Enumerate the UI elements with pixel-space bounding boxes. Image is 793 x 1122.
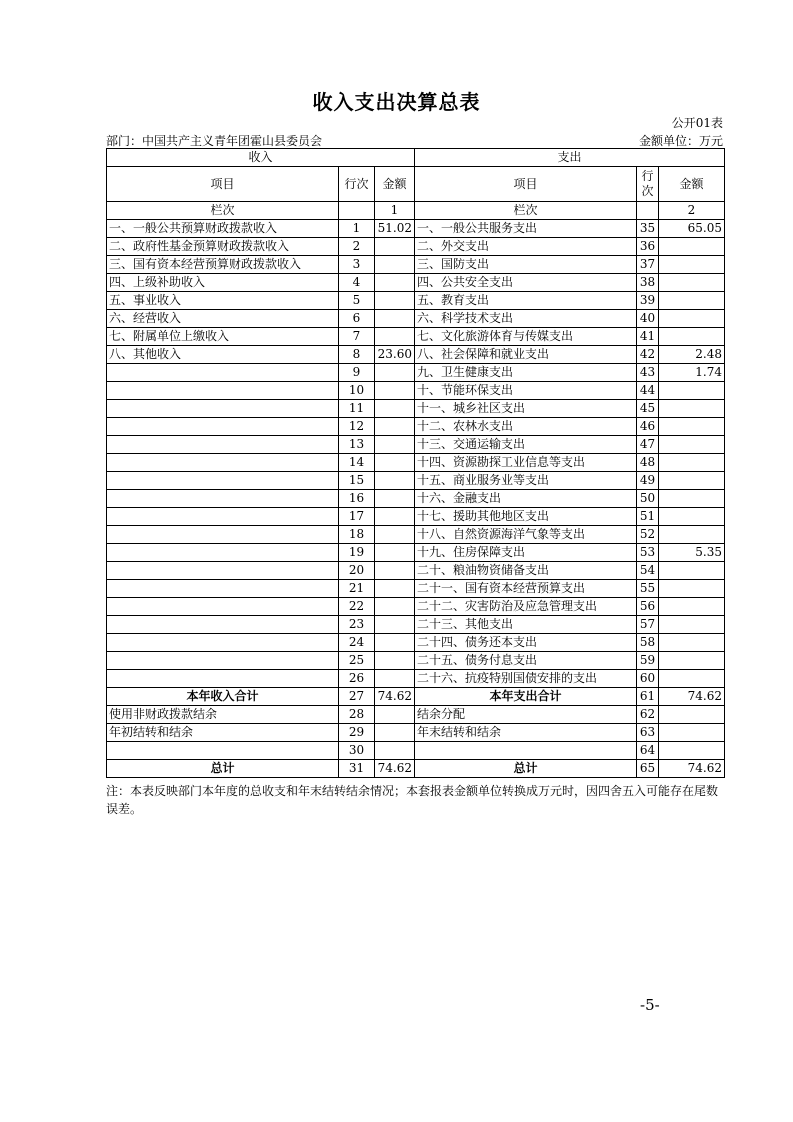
- income-line-no-cell: 26: [339, 670, 375, 688]
- income-amount-cell: [375, 292, 415, 310]
- table-row: [107, 724, 725, 742]
- table-row: [107, 472, 725, 490]
- income-line-no-cell: 4: [339, 274, 375, 292]
- income-amount-cell: [375, 256, 415, 274]
- expense-item-cell: 十三、交通运输支出: [415, 436, 637, 454]
- table-row: [107, 634, 725, 652]
- expense-amount-cell: [659, 256, 725, 274]
- expense-line-no-cell: 49: [637, 472, 659, 490]
- expense-line-no-cell: 45: [637, 400, 659, 418]
- table-total-row: [107, 760, 725, 778]
- expense-item-cell: 本年支出合计: [415, 688, 637, 706]
- income-item-cell: [107, 400, 339, 418]
- income-line-no-cell: 12: [339, 418, 375, 436]
- table-row: [107, 238, 725, 256]
- income-item-cell: 使用非财政拨款结余: [107, 706, 339, 724]
- income-line-no-cell: 19: [339, 544, 375, 562]
- income-amount-cell: [375, 418, 415, 436]
- expense-item-cell: 二十、粮油物资储备支出: [415, 562, 637, 580]
- income-line-no-cell: 28: [339, 706, 375, 724]
- income-amount-header: 金额: [375, 167, 415, 202]
- expense-item-cell: 一、一般公共服务支出: [415, 220, 637, 238]
- income-line-no-cell: 7: [339, 328, 375, 346]
- expense-column-number: 2: [659, 202, 725, 220]
- income-amount-cell: [375, 436, 415, 454]
- form-number: 公开01表: [671, 116, 723, 130]
- income-item-cell: [107, 418, 339, 436]
- income-expense-table: [106, 148, 725, 778]
- income-item-cell: 五、事业收入: [107, 292, 339, 310]
- expense-amount-header: 金额: [659, 167, 725, 202]
- income-line-no-cell: 1: [339, 220, 375, 238]
- income-amount-cell: [375, 328, 415, 346]
- expense-amount-cell: 74.62: [659, 760, 725, 778]
- table-row: [107, 436, 725, 454]
- expense-line-no-cell: 59: [637, 652, 659, 670]
- table-row: [107, 220, 725, 238]
- table-row: [107, 292, 725, 310]
- income-item-cell: 七、附属单位上缴收入: [107, 328, 339, 346]
- table-row: [107, 310, 725, 328]
- expense-line-no-cell: 55: [637, 580, 659, 598]
- expense-item-cell: 结余分配: [415, 706, 637, 724]
- expense-item-cell: 六、科学技术支出: [415, 310, 637, 328]
- income-line-no-cell: 29: [339, 724, 375, 742]
- income-amount-cell: [375, 490, 415, 508]
- table-row: [107, 346, 725, 364]
- expense-amount-cell: [659, 382, 725, 400]
- expense-amount-cell: [659, 598, 725, 616]
- expense-amount-cell: 65.05: [659, 220, 725, 238]
- income-item-cell: [107, 526, 339, 544]
- income-line-no-cell: 16: [339, 490, 375, 508]
- report-title: 收入支出决算总表: [312, 90, 481, 114]
- expense-line-no-cell: 62: [637, 706, 659, 724]
- expense-item-cell: 七、文化旅游体育与传媒支出: [415, 328, 637, 346]
- table-row: [107, 256, 725, 274]
- expense-amount-cell: 74.62: [659, 688, 725, 706]
- expense-item-cell: 十一、城乡社区支出: [415, 400, 637, 418]
- income-amount-cell: [375, 400, 415, 418]
- expense-item-cell: 二、外交支出: [415, 238, 637, 256]
- expense-line-no-cell: 63: [637, 724, 659, 742]
- income-line-no-cell: 5: [339, 292, 375, 310]
- income-item-cell: 本年收入合计: [107, 688, 339, 706]
- income-item-cell: [107, 382, 339, 400]
- income-column-label: 栏次: [107, 202, 339, 220]
- expense-item-cell: 十四、资源勘探工业信息等支出: [415, 454, 637, 472]
- income-item-cell: 四、上级补助收入: [107, 274, 339, 292]
- expense-item-cell: 二十一、国有资本经营预算支出: [415, 580, 637, 598]
- expense-item-cell: 五、教育支出: [415, 292, 637, 310]
- table-row: [107, 742, 725, 760]
- income-item-cell: [107, 634, 339, 652]
- income-line-no-cell: 24: [339, 634, 375, 652]
- expense-line-no-cell: 61: [637, 688, 659, 706]
- income-item-cell: [107, 364, 339, 382]
- income-amount-cell: [375, 238, 415, 256]
- expense-line-no-cell: 44: [637, 382, 659, 400]
- table-row: [107, 508, 725, 526]
- expense-item-cell: 二十五、债务付息支出: [415, 652, 637, 670]
- income-line-no-cell: 8: [339, 346, 375, 364]
- table-row: [107, 580, 725, 598]
- income-line-no-cell: 11: [339, 400, 375, 418]
- table-row: [107, 490, 725, 508]
- income-column-number: 1: [375, 202, 415, 220]
- expense-line-no-cell: 51: [637, 508, 659, 526]
- income-item-cell: [107, 544, 339, 562]
- expense-amount-cell: [659, 562, 725, 580]
- expense-amount-cell: [659, 436, 725, 454]
- income-item-cell: 总计: [107, 760, 339, 778]
- expense-line-no-cell: 54: [637, 562, 659, 580]
- income-line-no-cell: 31: [339, 760, 375, 778]
- expense-line-no-cell: 50: [637, 490, 659, 508]
- expense-amount-cell: [659, 418, 725, 436]
- income-item-cell: [107, 508, 339, 526]
- income-item-cell: 一、一般公共预算财政拨款收入: [107, 220, 339, 238]
- expense-amount-cell: [659, 652, 725, 670]
- income-line-no-cell: 9: [339, 364, 375, 382]
- expense-column-label: 栏次: [415, 202, 637, 220]
- income-item-cell: [107, 580, 339, 598]
- expense-amount-cell: [659, 742, 725, 760]
- income-line-no-cell: 25: [339, 652, 375, 670]
- expense-item-cell: 十七、援助其他地区支出: [415, 508, 637, 526]
- expense-item-cell: 十八、自然资源海洋气象等支出: [415, 526, 637, 544]
- income-item-header: 项目: [107, 167, 339, 202]
- income-amount-cell: [375, 652, 415, 670]
- income-line-no-cell: 6: [339, 310, 375, 328]
- expense-item-cell: 十九、住房保障支出: [415, 544, 637, 562]
- expense-line-no-cell: 53: [637, 544, 659, 562]
- expense-item-cell: 年末结转和结余: [415, 724, 637, 742]
- expense-line-no-cell: 38: [637, 274, 659, 292]
- expense-line-no-cell: 43: [637, 364, 659, 382]
- income-amount-cell: [375, 580, 415, 598]
- income-item-cell: [107, 436, 339, 454]
- expense-line-no-header: 行次: [637, 167, 659, 202]
- expense-amount-cell: [659, 472, 725, 490]
- table-row: [107, 454, 725, 472]
- income-item-cell: [107, 472, 339, 490]
- expense-line-no-cell: 37: [637, 256, 659, 274]
- income-amount-cell: [375, 706, 415, 724]
- expense-line-no-cell: 42: [637, 346, 659, 364]
- income-item-cell: [107, 598, 339, 616]
- income-amount-cell: [375, 364, 415, 382]
- expense-amount-cell: 5.35: [659, 544, 725, 562]
- table-row: [107, 616, 725, 634]
- income-amount-cell: [375, 616, 415, 634]
- income-item-cell: 三、国有资本经营预算财政拨款收入: [107, 256, 339, 274]
- income-line-no-cell: 30: [339, 742, 375, 760]
- expense-item-cell: 十六、金融支出: [415, 490, 637, 508]
- footnote: 注：本表反映部门本年度的总收支和年末结转结余情况；本套报表金额单位转换成万元时，因四舍五入可能存在尾数误差。: [106, 784, 719, 816]
- income-amount-cell: 74.62: [375, 688, 415, 706]
- income-item-cell: 年初结转和结余: [107, 724, 339, 742]
- income-amount-cell: 74.62: [375, 760, 415, 778]
- income-line-no-cell: 23: [339, 616, 375, 634]
- income-item-cell: [107, 454, 339, 472]
- expense-amount-cell: [659, 508, 725, 526]
- expense-item-cell: 八、社会保障和就业支出: [415, 346, 637, 364]
- income-line-no-cell: 22: [339, 598, 375, 616]
- income-amount-cell: 23.60: [375, 346, 415, 364]
- expense-item-cell: 十二、农林水支出: [415, 418, 637, 436]
- expense-item-cell: 总计: [415, 760, 637, 778]
- column-number-row: [107, 202, 725, 220]
- income-item-cell: [107, 616, 339, 634]
- income-item-cell: [107, 490, 339, 508]
- expense-line-no-cell: 52: [637, 526, 659, 544]
- table-row: [107, 274, 725, 292]
- expense-column-blank: [637, 202, 659, 220]
- expense-line-no-cell: 47: [637, 436, 659, 454]
- expense-line-no-cell: 46: [637, 418, 659, 436]
- table-row: [107, 418, 725, 436]
- income-line-no-cell: 14: [339, 454, 375, 472]
- income-amount-cell: 51.02: [375, 220, 415, 238]
- table-row: [107, 364, 725, 382]
- table-total-row: [107, 688, 725, 706]
- expense-amount-cell: [659, 670, 725, 688]
- income-line-no-cell: 20: [339, 562, 375, 580]
- income-amount-cell: [375, 670, 415, 688]
- expense-amount-cell: [659, 616, 725, 634]
- expense-item-cell: 十、节能环保支出: [415, 382, 637, 400]
- income-column-blank: [339, 202, 375, 220]
- table-row: [107, 670, 725, 688]
- expense-line-no-cell: 41: [637, 328, 659, 346]
- income-line-no-cell: 17: [339, 508, 375, 526]
- expense-item-cell: [415, 742, 637, 760]
- expense-amount-cell: [659, 706, 725, 724]
- income-line-no-header: 行次: [339, 167, 375, 202]
- expense-line-no-cell: 64: [637, 742, 659, 760]
- income-amount-cell: [375, 382, 415, 400]
- expense-line-no-cell: 48: [637, 454, 659, 472]
- income-line-no-cell: 3: [339, 256, 375, 274]
- table-row: [107, 526, 725, 544]
- expense-line-no-cell: 56: [637, 598, 659, 616]
- expense-item-cell: 二十六、抗疫特别国债安排的支出: [415, 670, 637, 688]
- table-row: [107, 544, 725, 562]
- income-amount-cell: [375, 724, 415, 742]
- income-item-cell: 二、政府性基金预算财政拨款收入: [107, 238, 339, 256]
- expense-line-no-cell: 58: [637, 634, 659, 652]
- income-line-no-cell: 18: [339, 526, 375, 544]
- income-item-cell: [107, 652, 339, 670]
- expense-amount-cell: 2.48: [659, 346, 725, 364]
- expense-amount-cell: [659, 580, 725, 598]
- income-amount-cell: [375, 742, 415, 760]
- income-amount-cell: [375, 508, 415, 526]
- income-item-cell: [107, 562, 339, 580]
- expense-line-no-cell: 35: [637, 220, 659, 238]
- income-line-no-cell: 27: [339, 688, 375, 706]
- expense-item-cell: 二十二、灾害防治及应急管理支出: [415, 598, 637, 616]
- expense-item-cell: 二十三、其他支出: [415, 616, 637, 634]
- table-row: [107, 328, 725, 346]
- expense-amount-cell: [659, 238, 725, 256]
- income-line-no-cell: 13: [339, 436, 375, 454]
- income-item-cell: [107, 742, 339, 760]
- income-line-no-cell: 21: [339, 580, 375, 598]
- column-header-row: [107, 167, 725, 202]
- income-item-cell: [107, 670, 339, 688]
- expense-line-no-cell: 60: [637, 670, 659, 688]
- page-number: -5-: [640, 996, 660, 1014]
- section-header-row: [107, 149, 725, 167]
- table-row: [107, 562, 725, 580]
- expense-line-no-cell: 39: [637, 292, 659, 310]
- table-row: [107, 400, 725, 418]
- income-item-cell: 六、经营收入: [107, 310, 339, 328]
- expense-line-no-cell: 36: [637, 238, 659, 256]
- expense-amount-cell: [659, 274, 725, 292]
- income-amount-cell: [375, 310, 415, 328]
- income-amount-cell: [375, 544, 415, 562]
- expense-line-no-cell: 65: [637, 760, 659, 778]
- expense-amount-cell: [659, 292, 725, 310]
- expense-amount-cell: [659, 526, 725, 544]
- expense-amount-cell: [659, 328, 725, 346]
- expense-amount-cell: [659, 724, 725, 742]
- expense-section-header: 支出: [415, 149, 725, 167]
- income-amount-cell: [375, 562, 415, 580]
- income-line-no-cell: 15: [339, 472, 375, 490]
- income-amount-cell: [375, 274, 415, 292]
- table-row: [107, 652, 725, 670]
- expense-amount-cell: [659, 454, 725, 472]
- expense-line-no-cell: 57: [637, 616, 659, 634]
- expense-item-header: 项目: [415, 167, 637, 202]
- expense-line-no-cell: 40: [637, 310, 659, 328]
- expense-item-cell: 四、公共安全支出: [415, 274, 637, 292]
- department-label: 部门：中国共产主义青年团霍山县委员会: [106, 134, 323, 148]
- income-amount-cell: [375, 454, 415, 472]
- table-row: [107, 382, 725, 400]
- income-line-no-cell: 2: [339, 238, 375, 256]
- expense-item-cell: 三、国防支出: [415, 256, 637, 274]
- report-meta: [106, 132, 723, 148]
- income-amount-cell: [375, 472, 415, 490]
- income-amount-cell: [375, 598, 415, 616]
- expense-amount-cell: [659, 490, 725, 508]
- expense-item-cell: 九、卫生健康支出: [415, 364, 637, 382]
- amount-unit-label: 金额单位：万元: [638, 134, 723, 148]
- table-row: [107, 598, 725, 616]
- expense-amount-cell: [659, 634, 725, 652]
- income-section-header: 收入: [107, 149, 415, 167]
- expense-amount-cell: [659, 310, 725, 328]
- expense-item-cell: 二十四、债务还本支出: [415, 634, 637, 652]
- table-row: [107, 706, 725, 724]
- expense-amount-cell: [659, 400, 725, 418]
- income-line-no-cell: 10: [339, 382, 375, 400]
- expense-item-cell: 十五、商业服务业等支出: [415, 472, 637, 490]
- income-amount-cell: [375, 634, 415, 652]
- income-amount-cell: [375, 526, 415, 544]
- income-item-cell: 八、其他收入: [107, 346, 339, 364]
- expense-amount-cell: 1.74: [659, 364, 725, 382]
